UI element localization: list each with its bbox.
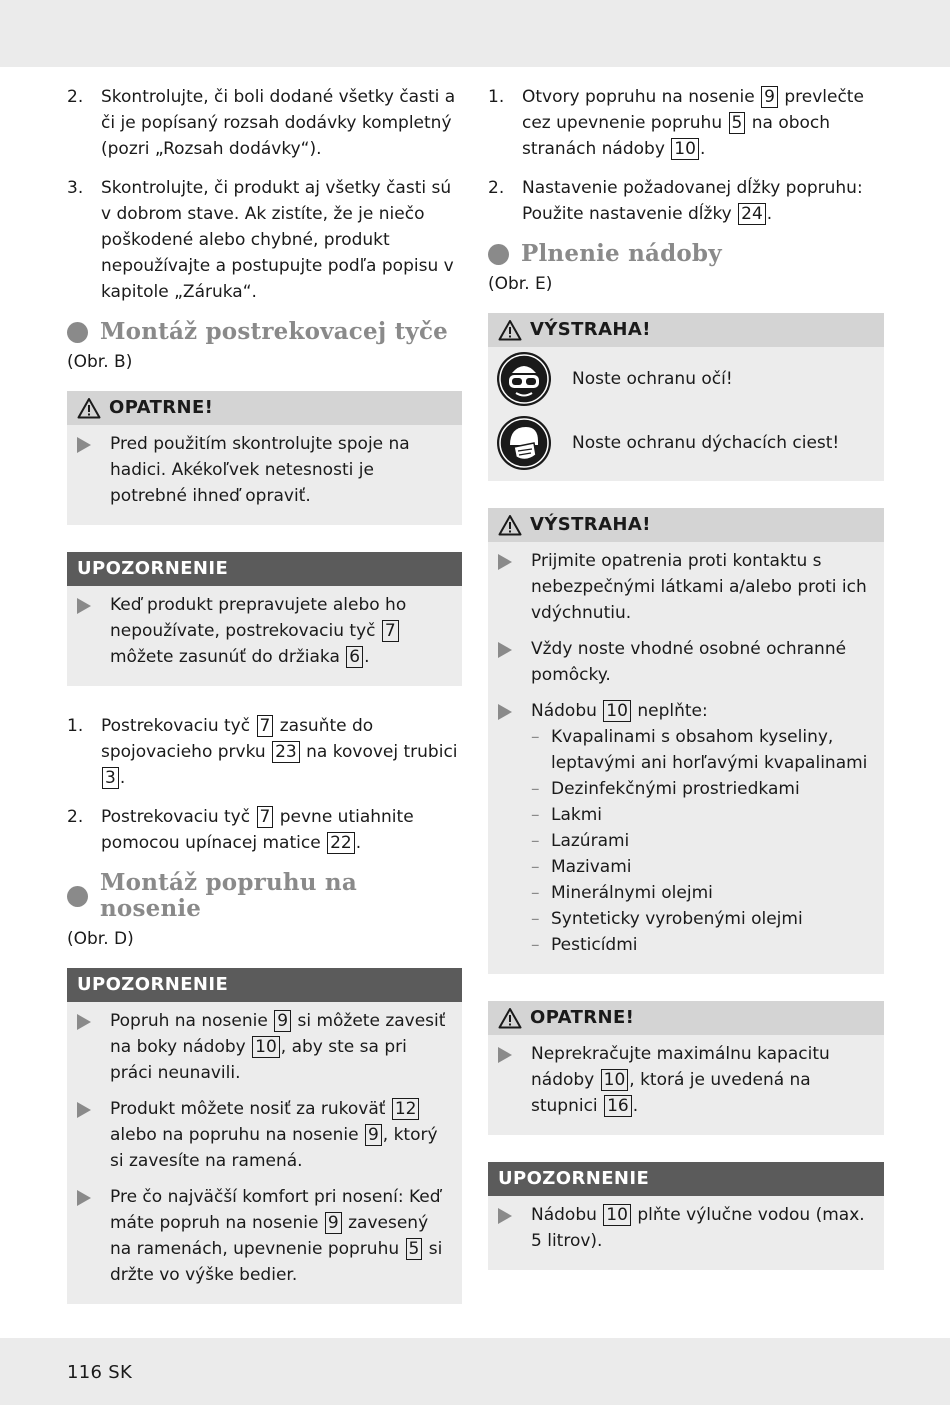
arrow-bullet-icon (498, 1047, 512, 1063)
dash-icon: – (531, 883, 540, 903)
part-ref: 12 (392, 1098, 420, 1120)
arrow-bullet-icon (498, 704, 512, 720)
section-title: Montáž popruhu na nosenie (100, 869, 357, 922)
top-band (0, 0, 950, 67)
caution-header (488, 1001, 884, 1035)
warning-triangle-icon (498, 319, 522, 341)
arrow-bullet-icon (498, 1208, 512, 1224)
sub-list-item: – Lakmi (531, 802, 874, 828)
list-item: Prijmite opatrenia proti kontaktu s nebezpečnými látkami a/alebo proti ich vdýchnutiu. (498, 548, 874, 626)
list-item: 1. Postrekovaciu tyč 7 zasuňte do spojovacieho prvku 23 na kovovej trubici 3 . (67, 716, 458, 788)
notice-box (67, 968, 462, 1304)
arrow-bullet-icon (77, 437, 91, 453)
part-ref: 9 (761, 86, 778, 108)
section-heading-strap (67, 870, 462, 922)
section-heading-filling (488, 241, 884, 267)
part-ref: 9 (325, 1212, 342, 1234)
bottom-band (0, 1338, 950, 1405)
list-item: 1. Otvory popruhu na nosenie 9 prevlečte cez upevnenie popruhu 5 na oboch stranách nádoby 10 . (488, 87, 864, 159)
part-ref: 10 (603, 700, 631, 722)
caution-header (67, 391, 462, 425)
dash-icon: – (531, 727, 540, 747)
bullet-dot-icon (488, 244, 509, 265)
figure-ref: (Obr. E) (488, 274, 553, 294)
warning-header (488, 313, 884, 347)
step-text: Skontrolujte, či produkt aj všetky časti sú v dobrom stave. Ak zistíte, že je niečo poškodené alebo chybné, produkt nepoužívajte a postupujte podľa popisu v kapitole „Záruka“. (101, 178, 454, 302)
ppe-row-respiratory (488, 411, 884, 475)
arrow-bullet-icon (498, 642, 512, 658)
figure-ref: (Obr. D) (67, 929, 134, 949)
caution-box (488, 1001, 884, 1135)
sub-list-item: – Mazivami (531, 854, 874, 880)
step-number: 3. (67, 178, 84, 198)
list-item: Pre čo najväčší komfort pri nosení: Keď máte popruh na nosenie 9 zavesený na ramenách, upevnenie popruhu 5 si držte vo výške bedier. (77, 1184, 452, 1288)
warning-label: VÝSTRAHA! (530, 319, 651, 340)
dash-icon: – (531, 805, 540, 825)
notice-box (67, 552, 462, 686)
sub-list-item: – Kvapalinami s obsahom kyseliny, leptavými ani horľavými kvapalinami (531, 724, 874, 776)
bullet-dot-icon (67, 322, 88, 343)
right-column (488, 84, 884, 1297)
notice-header (67, 552, 462, 586)
notice-header (67, 968, 462, 1002)
dash-icon: – (531, 779, 540, 799)
warning-triangle-icon (77, 397, 101, 419)
sub-list-item: – Pesticídmi (531, 932, 874, 958)
notice-header (488, 1162, 884, 1196)
notice-label: UPOZORNENIE (77, 558, 229, 579)
arrow-bullet-icon (77, 1102, 91, 1118)
dash-icon: – (531, 831, 540, 851)
sub-list-item: – Lazúrami (531, 828, 874, 854)
part-ref: 3 (102, 767, 119, 789)
step-text: Skontrolujte, či boli dodané všetky časti a či je popísaný rozsah dodávky kompletný (pozri „Rozsah dodávky“). (101, 87, 456, 159)
respiratory-protection-icon (496, 415, 552, 471)
dash-icon: – (531, 935, 540, 955)
left-column (67, 84, 462, 1331)
caution-label: OPATRNE! (109, 397, 214, 418)
list-item: Keď produkt prepravujete alebo ho nepoužívate, postrekovaciu tyč 7 môžete zasunúť do držiaka 6 . (77, 592, 452, 670)
arrow-bullet-icon (77, 1190, 91, 1206)
step-number: 2. (67, 87, 84, 107)
part-ref: 10 (603, 1204, 631, 1226)
sub-list-item: – Minerálnymi olejmi (531, 880, 874, 906)
steps-list-spray-lance (67, 713, 462, 856)
part-ref: 7 (257, 806, 274, 828)
steps-list-top-right (488, 84, 884, 227)
notice-box (488, 1162, 884, 1270)
dash-icon: – (531, 857, 540, 877)
section-title: Plnenie nádoby (521, 240, 722, 267)
warning-triangle-icon (498, 514, 522, 536)
arrow-bullet-icon (77, 598, 91, 614)
section-heading-spray-lance (67, 319, 462, 345)
part-ref: 6 (346, 646, 363, 668)
part-ref: 9 (274, 1010, 291, 1032)
list-item (67, 175, 462, 305)
sub-list-item: – Dezinfekčnými prostriedkami (531, 776, 874, 802)
figure-ref: (Obr. B) (67, 352, 133, 372)
part-ref: 9 (365, 1124, 382, 1146)
ppe-row-eyes (488, 347, 884, 411)
list-item: 2. Postrekovaciu tyč 7 pevne utiahnite pomocou upínacej matice 22 . (67, 807, 414, 853)
warning-header (488, 508, 884, 542)
section-title: Montáž postrekovacej tyče (100, 318, 449, 345)
part-ref: 10 (601, 1069, 629, 1091)
steps-list-top-left (67, 84, 462, 305)
list-item: 2. Nastavenie požadovanej dĺžky popruhu: Použite nastavenie dĺžky 24 . (488, 178, 863, 224)
part-ref: 5 (729, 112, 746, 134)
caution-box (67, 391, 462, 525)
part-ref: 24 (738, 203, 766, 225)
warning-label: VÝSTRAHA! (530, 514, 651, 535)
arrow-bullet-icon (77, 1014, 91, 1030)
part-ref: 5 (406, 1238, 423, 1260)
list-item: Vždy noste vhodné osobné ochranné pomôcky. (498, 636, 874, 688)
ppe-eyes-text: Noste ochranu očí! (572, 369, 733, 389)
part-ref: 16 (604, 1095, 632, 1117)
list-item (67, 84, 462, 162)
arrow-bullet-icon (498, 554, 512, 570)
list-item: Neprekračujte maximálnu kapacitu nádoby 10 , ktorá je uvedená na stupnici 16 . (498, 1041, 874, 1119)
list-item: Nádobu 10 neplňte: – Kvapalinami s obsahom kyseliny, leptavými ani horľavými kvapalinami – Dezinfekčnými prostriedkami – Lakmi – Lazúrami – Mazivami – Minerálnymi olejmi – Synteticky vyrobenými olejmi – Pesticídmi (498, 698, 874, 958)
caution-label: OPATRNE! (530, 1007, 635, 1028)
page-number: 116 SK (67, 1362, 133, 1383)
sub-list-item: – Synteticky vyrobenými olejmi (531, 906, 874, 932)
list-item: Produkt môžete nosiť za rukoväť 12 alebo na popruhu na nosenie 9 , ktorý si zavesíte na ramená. (77, 1096, 452, 1174)
part-ref: 7 (257, 715, 274, 737)
bullet-dot-icon (67, 886, 88, 907)
warning-triangle-icon (498, 1007, 522, 1029)
dash-icon: – (531, 909, 540, 929)
part-ref: 10 (671, 138, 699, 160)
part-ref: 7 (382, 620, 399, 642)
part-ref: 10 (252, 1036, 280, 1058)
notice-label: UPOZORNENIE (498, 1168, 650, 1189)
list-item: Popruh na nosenie 9 si môžete zavesiť na boky nádoby 10 , aby ste sa pri práci neunavili. (77, 1008, 452, 1086)
ppe-respiratory-text: Noste ochranu dýchacích ciest! (572, 433, 840, 453)
part-ref: 23 (272, 741, 300, 763)
list-item: Nádobu 10 plňte výlučne vodou (max. 5 litrov). (498, 1202, 874, 1254)
warning-box-substances (488, 508, 884, 974)
eye-protection-icon (496, 351, 552, 407)
warning-box-ppe (488, 313, 884, 481)
list-item: Pred použitím skontrolujte spoje na hadici. Akékoľvek netesnosti je potrebné ihneď opraviť. (77, 431, 452, 509)
part-ref: 22 (327, 832, 355, 854)
notice-label: UPOZORNENIE (77, 974, 229, 995)
